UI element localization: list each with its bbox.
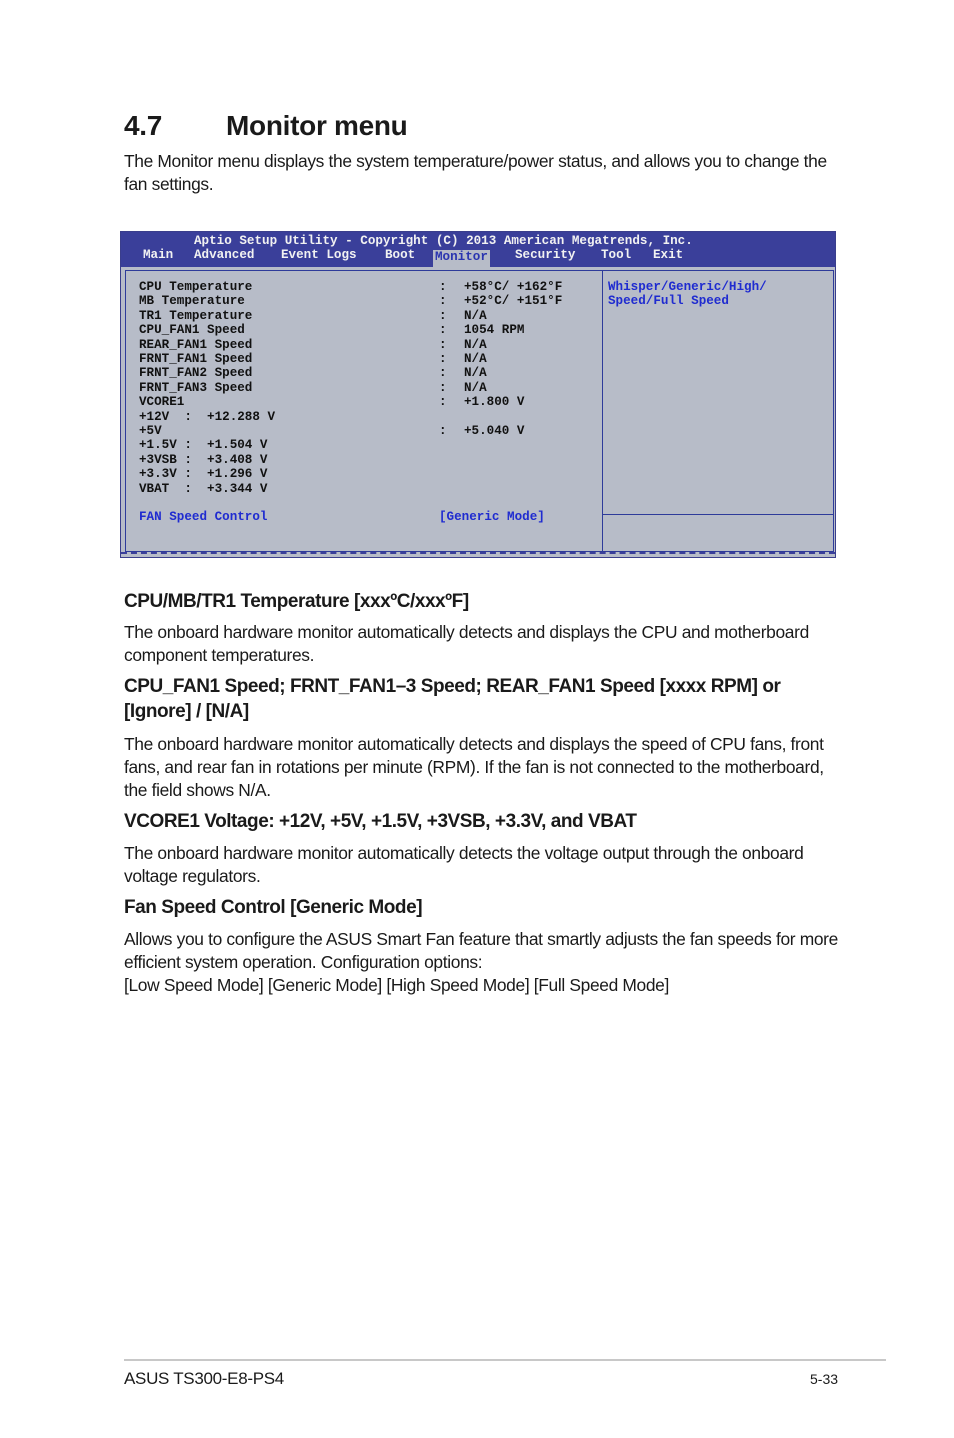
bios-help-panel: [602, 270, 834, 552]
tab-advanced[interactable]: Advanced: [194, 248, 255, 262]
bios-row-5v: +5V : +5.040 V: [139, 424, 525, 438]
heading-fan-control: Fan Speed Control [Generic Mode]: [124, 897, 423, 918]
page-title: [124, 110, 408, 142]
tab-security[interactable]: Security: [515, 248, 576, 262]
tab-boot[interactable]: Boot: [385, 248, 416, 262]
fan-speed-control-item[interactable]: FAN Speed Control [Generic Mode]: [139, 510, 545, 525]
body-fan-speed: The onboard hardware monitor automatically detects and displays the speed of CPU fans, front fans, and rear fan in rotations per minute (RPM). If the fan is not connected to the motherboard, the field shows N/A.: [124, 734, 824, 800]
body-voltage: The onboard hardware monitor automatically detects the voltage output through the onboard voltage regulators.: [124, 843, 804, 886]
footer-product: ASUS TS300-E8-PS4: [124, 1369, 284, 1388]
bios-row-12v: +12V : +12.288 V: [139, 409, 276, 424]
bios-settings-panel: [125, 270, 603, 552]
tab-exit[interactable]: Exit: [653, 248, 684, 262]
bios-footer-dashes: [121, 552, 835, 557]
bios-row-cpu-temp: CPU Temperature : +58°C/ +162°F: [139, 280, 563, 294]
bios-row-rear-fan1: REAR_FAN1 Speed : N/A: [139, 337, 487, 352]
tab-monitor[interactable]: Monitor: [433, 250, 490, 267]
bios-header: [121, 232, 835, 267]
bios-title: Aptio Setup Utility - Copyright (C) 2013 American Megatrends, Inc.: [194, 234, 693, 248]
footer-page-number: 5-33: [810, 1371, 839, 1387]
bios-row-frnt-fan1: FRNT_FAN1 Speed : N/A: [139, 352, 487, 366]
fan-control-options: [Low Speed Mode] [Generic Mode] [High Speed Mode] [Full Speed Mode]: [124, 975, 669, 995]
intro-paragraph: The Monitor menu displays the system temperature/power status, and allows you to change the fan settings.: [124, 151, 827, 194]
heading-fan-speed: CPU_FAN1 Speed; FRNT_FAN1–3 Speed; REAR_FAN1 Speed [xxxx RPM] or [Ignore] / [N/A]: [124, 676, 781, 722]
bios-row-tr1-temp: TR1 Temperature : N/A: [139, 308, 487, 323]
bios-row-mb-temp: MB Temperature : +52°C/ +151°F: [139, 294, 563, 309]
bios-row-1-5v: +1.5V : +1.504 V: [139, 438, 268, 453]
section-title: Monitor menu: [226, 110, 408, 141]
tab-event-logs[interactable]: Event Logs: [281, 248, 357, 262]
heading-voltage: VCORE1 Voltage: +12V, +5V, +1.5V, +3VSB, +3.3V, and VBAT: [124, 811, 637, 832]
bios-row-vbat: VBAT : +3.344 V: [139, 481, 268, 496]
bios-row-cpu-fan1: CPU_FAN1 Speed : 1054 RPM: [139, 323, 525, 338]
tab-main[interactable]: Main: [143, 248, 174, 262]
bios-row-3-3v: +3.3V : +1.296 V: [139, 467, 268, 482]
bios-screen: [120, 231, 836, 558]
body-fan-control: Allows you to configure the ASUS Smart Fan feature that smartly adjusts the fan speeds for more efficient system operation. Configuration options:: [124, 929, 838, 972]
bios-help-divider: [603, 514, 833, 515]
tab-tool[interactable]: Tool: [601, 248, 632, 262]
body-temperature: The onboard hardware monitor automatically detects and displays the CPU and motherboard component temperatures.: [124, 622, 809, 665]
bios-row-3vsb: +3VSB : +3.408 V: [139, 452, 268, 467]
bios-row-frnt-fan2: FRNT_FAN2 Speed : N/A: [139, 366, 487, 381]
heading-temperature: CPU/MB/TR1 Temperature [xxxºC/xxxºF]: [124, 591, 469, 612]
footer-rule: [124, 1359, 886, 1361]
bios-row-vcore1: VCORE1 : +1.800 V: [139, 395, 525, 410]
bios-row-frnt-fan3: FRNT_FAN3 Speed : N/A: [139, 380, 487, 395]
bios-help-text: Whisper/Generic/High/ Speed/Full Speed: [608, 280, 767, 308]
section-number: 4.7: [124, 110, 163, 141]
